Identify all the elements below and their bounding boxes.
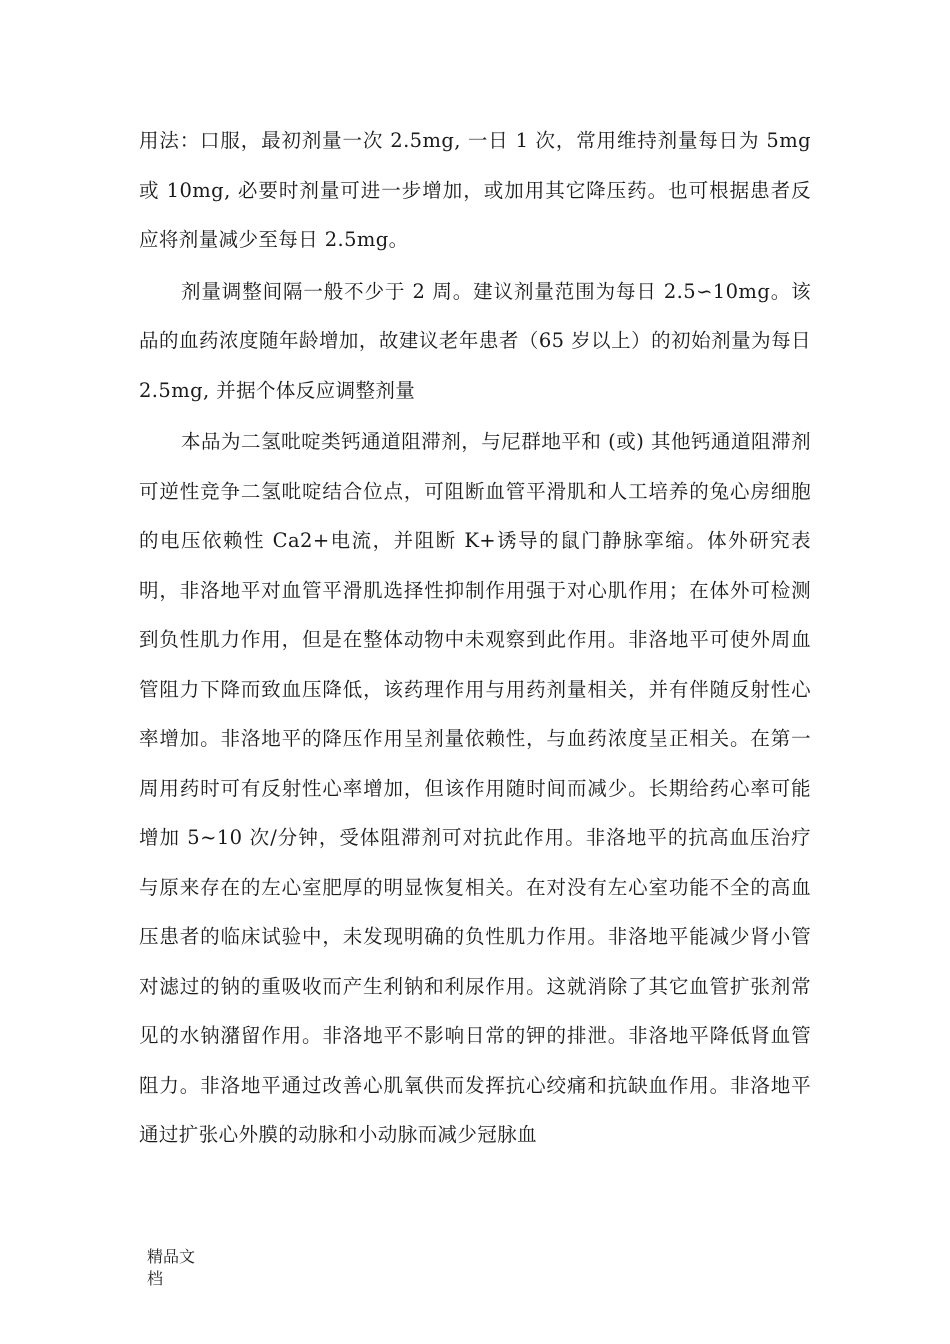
paragraph-pharmacology: 本品为二氢吡啶类钙通道阻滞剂，与尼群地平和 (或) 其他钙通道阻滞剂可逆性竞争二氢吡啶结合位点，可阻断血管平滑肌和人工培养的兔心房细胞的电压依赖性 Ca2+电流，并阻断 K+诱导的鼠门静脉挛缩。体外研究表明，非洛地平对血管平滑肌选择性抑制作用强于对心肌作用；在体外可检测到负性肌力作用，但是在整体动物中未观察到此作用。非洛地平可使外周血管阻力下降而致血压降低，该药理作用与用药剂量相关，并有伴随反射性心率增加。非洛地平的降压作用呈剂量依赖性，与血药浓度呈正相关。在第一周用药时可有反射性心率增加，但该作用随时间而减少。长期给药心率可能增加 5~10 次/分钟，受体阻滞剂可对抗此作用。非洛地平的抗高血压治疗与原来存在的左心室肥厚的明显恢复相关。在对没有左心室功能不全的高血压患者的临床试验中，未发现明确的负性肌力作用。非洛地平能减少肾小管对滤过的钠的重吸收而产生利钠和利尿作用。这就消除了其它血管扩张剂常见的水钠潴留作用。非洛地平不影响日常的钾的排泄。非洛地平降低肾血管阻力。非洛地平通过改善心肌氧供而发挥抗心绞痛和抗缺血作用。非洛地平通过扩张心外膜的动脉和小动脉而减少冠脉血 [139,430,811,1146]
paragraph-dose-adjustment: 剂量调整间隔一般不少于 2 周。建议剂量范围为每日 2.5∽10mg。该品的血药浓度随年龄增加，故建议老年患者（65 岁以上）的初始剂量为每日 2.5mg, 并据个体反应调整剂量 [139,279,811,402]
paragraph-usage: 用法：口服，最初剂量一次 2.5mg, 一日 1 次，常用维持剂量每日为 5mg 或 10mg, 必要时剂量可进一步增加，或加用其它降压药。也可根据患者反应将剂量减少至每日 2.5mg。 [139,129,811,251]
document-body [139,116,811,1160]
footer-label: 精品文档 [147,1247,196,1288]
